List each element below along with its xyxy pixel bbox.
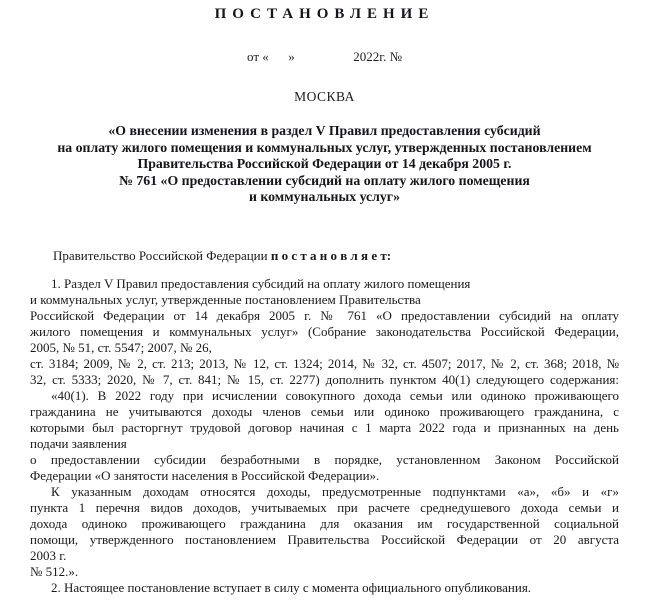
- body-line: помощи, утвержденного постановлением Правительства Российской Федерации от 20 августа: [30, 531, 619, 547]
- body-line: о предоставлении субсидии безработными в порядке, установленном Законом Российской: [30, 451, 619, 467]
- body-line: Федерации «О занятости населения в Российской Федерации».: [30, 467, 380, 483]
- document-title-block: [30, 123, 619, 206]
- document-body: [30, 276, 619, 596]
- city-line: МОСКВА: [294, 89, 355, 104]
- title-line: на оплату жилого помещения и коммунальных услуг, утвержденных постановлением: [57, 139, 592, 155]
- body-line: № 512.».: [30, 563, 79, 579]
- body-line: 2005, № 51, ст. 5547; 2007, № 26,: [30, 339, 212, 355]
- body-line: дохода одиноко проживающего гражданина для оказания им государственной социальной: [30, 515, 619, 531]
- body-line: пункта 1 перечня видов доходов, учитываемых при расчете среднедушевого дохода семьи и: [30, 499, 619, 515]
- document-page: [0, 6, 650, 615]
- title-line: № 761 «О предоставлении субсидий на оплату жилого помещения: [119, 172, 530, 188]
- preamble-prefix: Правительство Российской Федерации: [53, 247, 271, 263]
- preamble-line: [30, 248, 619, 264]
- body-line: Российской Федерации от 14 декабря 2005 г. № 761 «О предоставлении субсидий на оплату: [30, 307, 619, 323]
- title-line: «О внесении изменения в раздел V Правил предоставления субсидий: [108, 123, 541, 138]
- body-line: К указанным доходам относятся доходы, предусмотренные подпунктами «а», «б» и «г»: [51, 483, 619, 499]
- body-line: «40(1). В 2022 году при исчислении совокупного дохода семьи или одиноко проживающего: [51, 387, 619, 403]
- body-line: 32, ст. 5333; 2020, № 7, ст. 841; № 15, ст. 2277) дополнить пунктом 40(1) следующего содержания:: [30, 371, 619, 387]
- body-line: и коммунальных услуг, утвержденные постановлением Правительства: [30, 291, 421, 307]
- date-number-line: от « » 2022г. №: [246, 49, 403, 64]
- preamble-colon: :: [386, 247, 392, 263]
- body-line: жилого помещения и коммунальных услуг» (Собрание законодательства Российской Федерации,: [30, 323, 619, 339]
- body-line: 2. Настоящее постановление вступает в силу с момента официального опубликования.: [51, 579, 532, 595]
- body-line: которыми был расторгнут трудовой договор начиная с 1 марта 2022 года и признанных на день: [30, 419, 619, 435]
- document-heading: ПОСТАНОВЛЕНИЕ: [214, 6, 435, 22]
- preamble-decree-verb: п о с т а н о в л я е т: [270, 247, 387, 263]
- body-line: гражданина не учитываются доходы членов семьи или одиноко проживающего гражданина, с: [30, 403, 619, 419]
- body-line: подачи заявления: [30, 435, 127, 451]
- body-line: 1. Раздел V Правил предоставления субсидий на оплату жилого помещения: [51, 275, 471, 291]
- body-line: ст. 3184; 2009, № 2, ст. 213; 2013, № 12, ст. 1324; 2014, № 32, ст. 4507; 2017, № 2, ст. 368; 2018, №: [30, 355, 619, 371]
- title-line: Правительства Российской Федерации от 14 декабря 2005 г.: [137, 156, 512, 171]
- body-line: 2003 г.: [30, 547, 67, 563]
- title-line: и коммунальных услуг»: [249, 189, 400, 204]
